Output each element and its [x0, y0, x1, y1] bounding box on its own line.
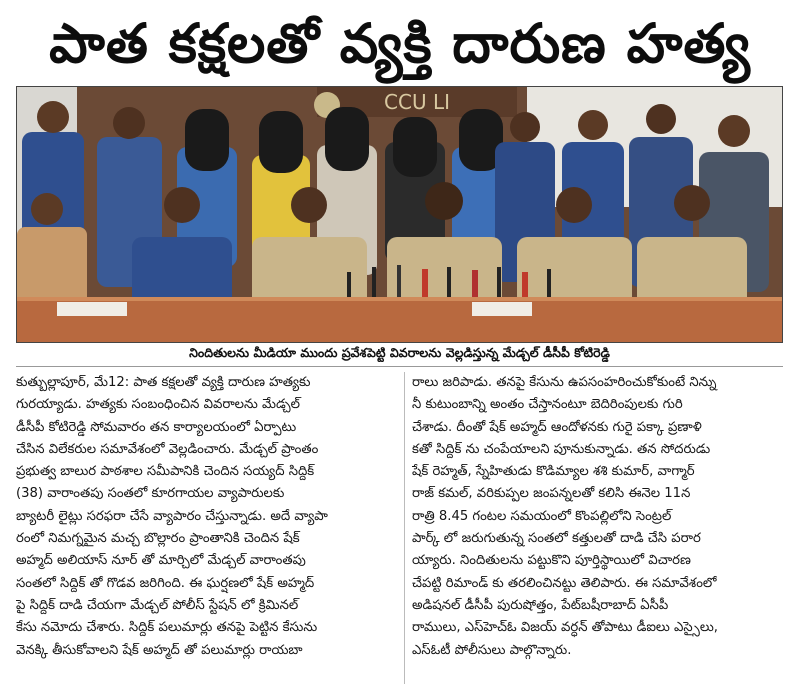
column-divider: [404, 372, 405, 684]
article-line: చేసిన విలేకరుల సమావేశంలో వెల్లడించారు. మేడ్చల్ ప్రాంతం: [16, 441, 319, 457]
caption-divider: [16, 366, 783, 367]
article-line: కేసు నమోదు చేశారు. సిద్దిక్ పలుమార్లు తనపై పెట్టిన కేసును: [16, 620, 318, 636]
article-line: రాత్రి 8.45 గంటల సమయంలో కొంపల్లిలోని సెంట్రల్: [412, 508, 672, 524]
article-line: రాములు, ఎస్‌హెచ్‌ఓ విజయ్ వర్ధన్ తోపాటు డీఐలు ఎస్సైలు,: [412, 620, 718, 636]
article-line: చేపట్టి రిమాండ్ కు తరలించినట్టు తెలిపారు. ఈ సమావేశంలో: [412, 575, 717, 591]
article-line: సంతలో సిద్దిక్ తో గొడవ జరిగింది. ఈ ఘర్షణలో షేక్ అహ్మద్: [16, 575, 315, 591]
press-conference-photo: [16, 86, 783, 343]
article-line: ప్రభుత్వ బాలుర పాఠశాల సమీపానికి చెందిన సయ్యద్ సిద్దిక్: [16, 464, 315, 480]
sign-text: CCU LI: [384, 90, 450, 114]
table: [17, 297, 782, 342]
article-line: షేక్ రెహ్మత్, స్నేహితుడు కొడిమ్యాల శశి కుమార్, వాగ్మార్: [412, 464, 695, 480]
article-line: బ్యాటరీ లైట్లు సరఫరా చేసే వ్యాపారం చేస్తున్నాడు. అదే వ్యాపా: [16, 508, 328, 524]
article-line: వెనక్కి తీసుకోవాలని షేక్ అహ్మద్ తో పలుమార్లు రాయబా: [16, 642, 303, 658]
article-line: య్యారు. నిందితులను పట్టుకొని పూర్తిస్థాయిలో విచారణ: [412, 553, 691, 569]
article-line: పార్క్ లో జరుగుతున్న సంతలో కత్తులతో దాడి చేసి పరార: [412, 531, 701, 547]
article-line: (38) వారాంతపు సంతలో కూరగాయల వ్యాపారులకు: [16, 486, 285, 502]
photo-caption: నిందితులను మీడియా ముందు ప్రవేశపెట్టి వివరాలను వెల్లడిస్తున్న మేడ్చల్ డీసీపీ కోటిరెడ్డి: [189, 345, 610, 360]
article-column-left: [16, 372, 396, 690]
table-papers-right: [472, 302, 532, 316]
article-line: రాలు జరిపాడు. తనపై కేసును ఉపసంహరించుకోకుంటే నిన్ను: [412, 375, 717, 390]
article-line: గురయ్యాడు. హత్యకు సంబంధించిన వివరాలను మేడ్చల్: [16, 397, 301, 413]
article-line: నీ కుటుంబాన్ని అంతం చేస్తానంటూ బెదిరింపులకు గురి: [412, 397, 683, 413]
article-column-right: [412, 372, 784, 690]
article-line: డీసీపీ కోటిరెడ్డి సోమవారం తన కార్యాలయంలో ఏర్పాటు: [16, 419, 297, 435]
article-line: రాజ్ కమల్, వరికుప్పల జంపన్నలతో కలిసి ఈనెల 11న: [412, 486, 691, 502]
photo-illustration: [17, 87, 782, 342]
article-line: అడిషనల్ డీసీపీ పురుషోత్తం, పేట్‌బషీరాబాద్ ఏసీపీ: [412, 597, 669, 613]
table-papers: [57, 302, 127, 316]
article-line: ఎస్ఓటీ పోలీసులు పాల్గొన్నారు.: [412, 642, 572, 658]
headline: పాత కక్షలతో వ్యక్తి దారుణ హత్య: [49, 12, 751, 75]
table-edge: [17, 297, 782, 301]
article-line: కుత్బుల్లాపూర్, మే12: పాత కక్షలతో వ్యక్తి దారుణ హత్యకు: [16, 375, 311, 390]
article-line: పై సిద్దిక్ దాడి చేయగా మేడ్చల్ పోలీస్ స్టేషన్ లో క్రిమినల్: [16, 597, 299, 613]
article-line: రంలో నిమగ్నమైన మచ్చ బొల్లారం ప్రాంతానికి చెందిన షేక్: [16, 531, 300, 547]
article-line: కతో సిద్దిక్ ను చంపేయాలని పూనుకున్నాడు. తన సోదరుడు: [412, 441, 711, 457]
article-line: అహ్మద్ అలియాస్ నూర్ తో మార్చిలో మేడ్చల్ వారాంతపు: [16, 553, 306, 569]
article-line: చేశాడు. దీంతో షేక్ అహ్మద్ ఆందోళనకు గురై పక్కా ప్రణాళి: [412, 419, 702, 435]
